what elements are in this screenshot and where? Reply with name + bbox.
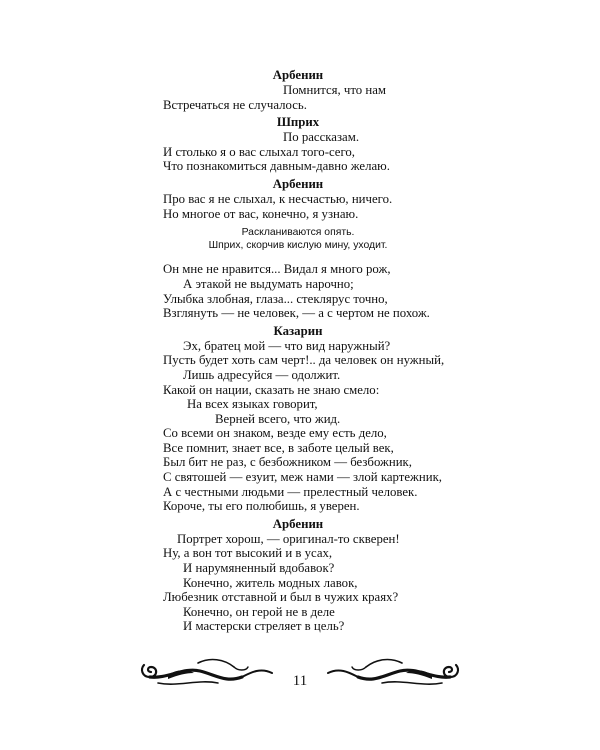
verse-line: И мастерски стреляет в цель? <box>183 619 345 634</box>
verse-line: Он мне не нравится... Видал я много рож, <box>163 262 391 277</box>
verse-line: Но многое от вас, конечно, я узнаю. <box>163 206 359 221</box>
verse-line: Помнится, что нам <box>283 83 386 97</box>
verse-line: Был бит не раз, с безбожником — безбожник, <box>163 455 412 470</box>
stage-direction: Шприх, скорчив кислую мину, уходит. <box>208 239 388 251</box>
left-flourish-ornament <box>138 653 282 693</box>
verse-line: Короче, ты его полюбишь, я уверен. <box>163 499 360 514</box>
verse-line: И столько я о вас слыхал того-сего, <box>163 144 356 159</box>
verse-line: Лишь адресуйся — одолжит. <box>183 367 341 382</box>
verse-line: С святошей — езуит, меж нами — злой картежник, <box>163 470 443 485</box>
stage-direction: Раскланиваются опять. <box>241 227 355 239</box>
verse-line: А с честными людьми — прелестный человек. <box>163 484 418 499</box>
verse-line: Какой он нации, сказать не знаю смело: <box>163 382 380 397</box>
speaker-name: Казарин <box>273 323 323 338</box>
verse-line: На всех языках говорит, <box>187 397 318 412</box>
speaker-name: Шприх <box>276 115 320 130</box>
verse-line: Конечно, он герой не в деле <box>183 604 335 619</box>
verse-line: Взглянуть — не человек, — а с чертом не похож. <box>163 306 430 321</box>
play-text <box>163 68 463 634</box>
verse-line: Что познакомиться давным-давно желаю. <box>163 159 390 174</box>
page-number: 11 <box>292 673 308 689</box>
stanza-gap <box>163 252 463 262</box>
verse-line: И нарумяненный вдобавок? <box>183 561 335 576</box>
verse-line: Верней всего, что жид. <box>215 411 341 426</box>
verse-line: Все помнит, знает все, в заботе целый век, <box>163 440 394 455</box>
right-flourish-ornament <box>318 653 462 693</box>
verse-line: Эх, братец мой — что вид наружный? <box>183 338 391 353</box>
verse-line: Встречаться не случалось. <box>163 97 307 112</box>
verse-line: Конечно, житель модных лавок, <box>183 575 358 590</box>
verse-line: Ну, а вон тот высокий и в усах, <box>163 546 333 561</box>
verse-line: Про вас я не слыхал, к несчастью, ничего. <box>163 191 393 206</box>
verse-line: Портрет хорош, — оригинал-то скверен! <box>177 531 400 546</box>
verse-line: Со всеми он знаком, везде ему есть дело, <box>163 426 387 441</box>
verse-line: Пусть будет хоть сам черт!.. да человек он нужный, <box>163 353 445 368</box>
verse-line: Улыбка злобная, глаза... стеклярус точно, <box>163 291 388 306</box>
speaker-name: Арбенин <box>272 68 324 82</box>
verse-line: Любезник отставной и был в чужих краях? <box>163 590 399 605</box>
verse-line: А этакой не выдумать нарочно; <box>183 276 354 291</box>
verse-line: По рассказам. <box>283 130 360 145</box>
speaker-name: Арбенин <box>272 516 324 531</box>
speaker-name: Арбенин <box>272 176 324 191</box>
